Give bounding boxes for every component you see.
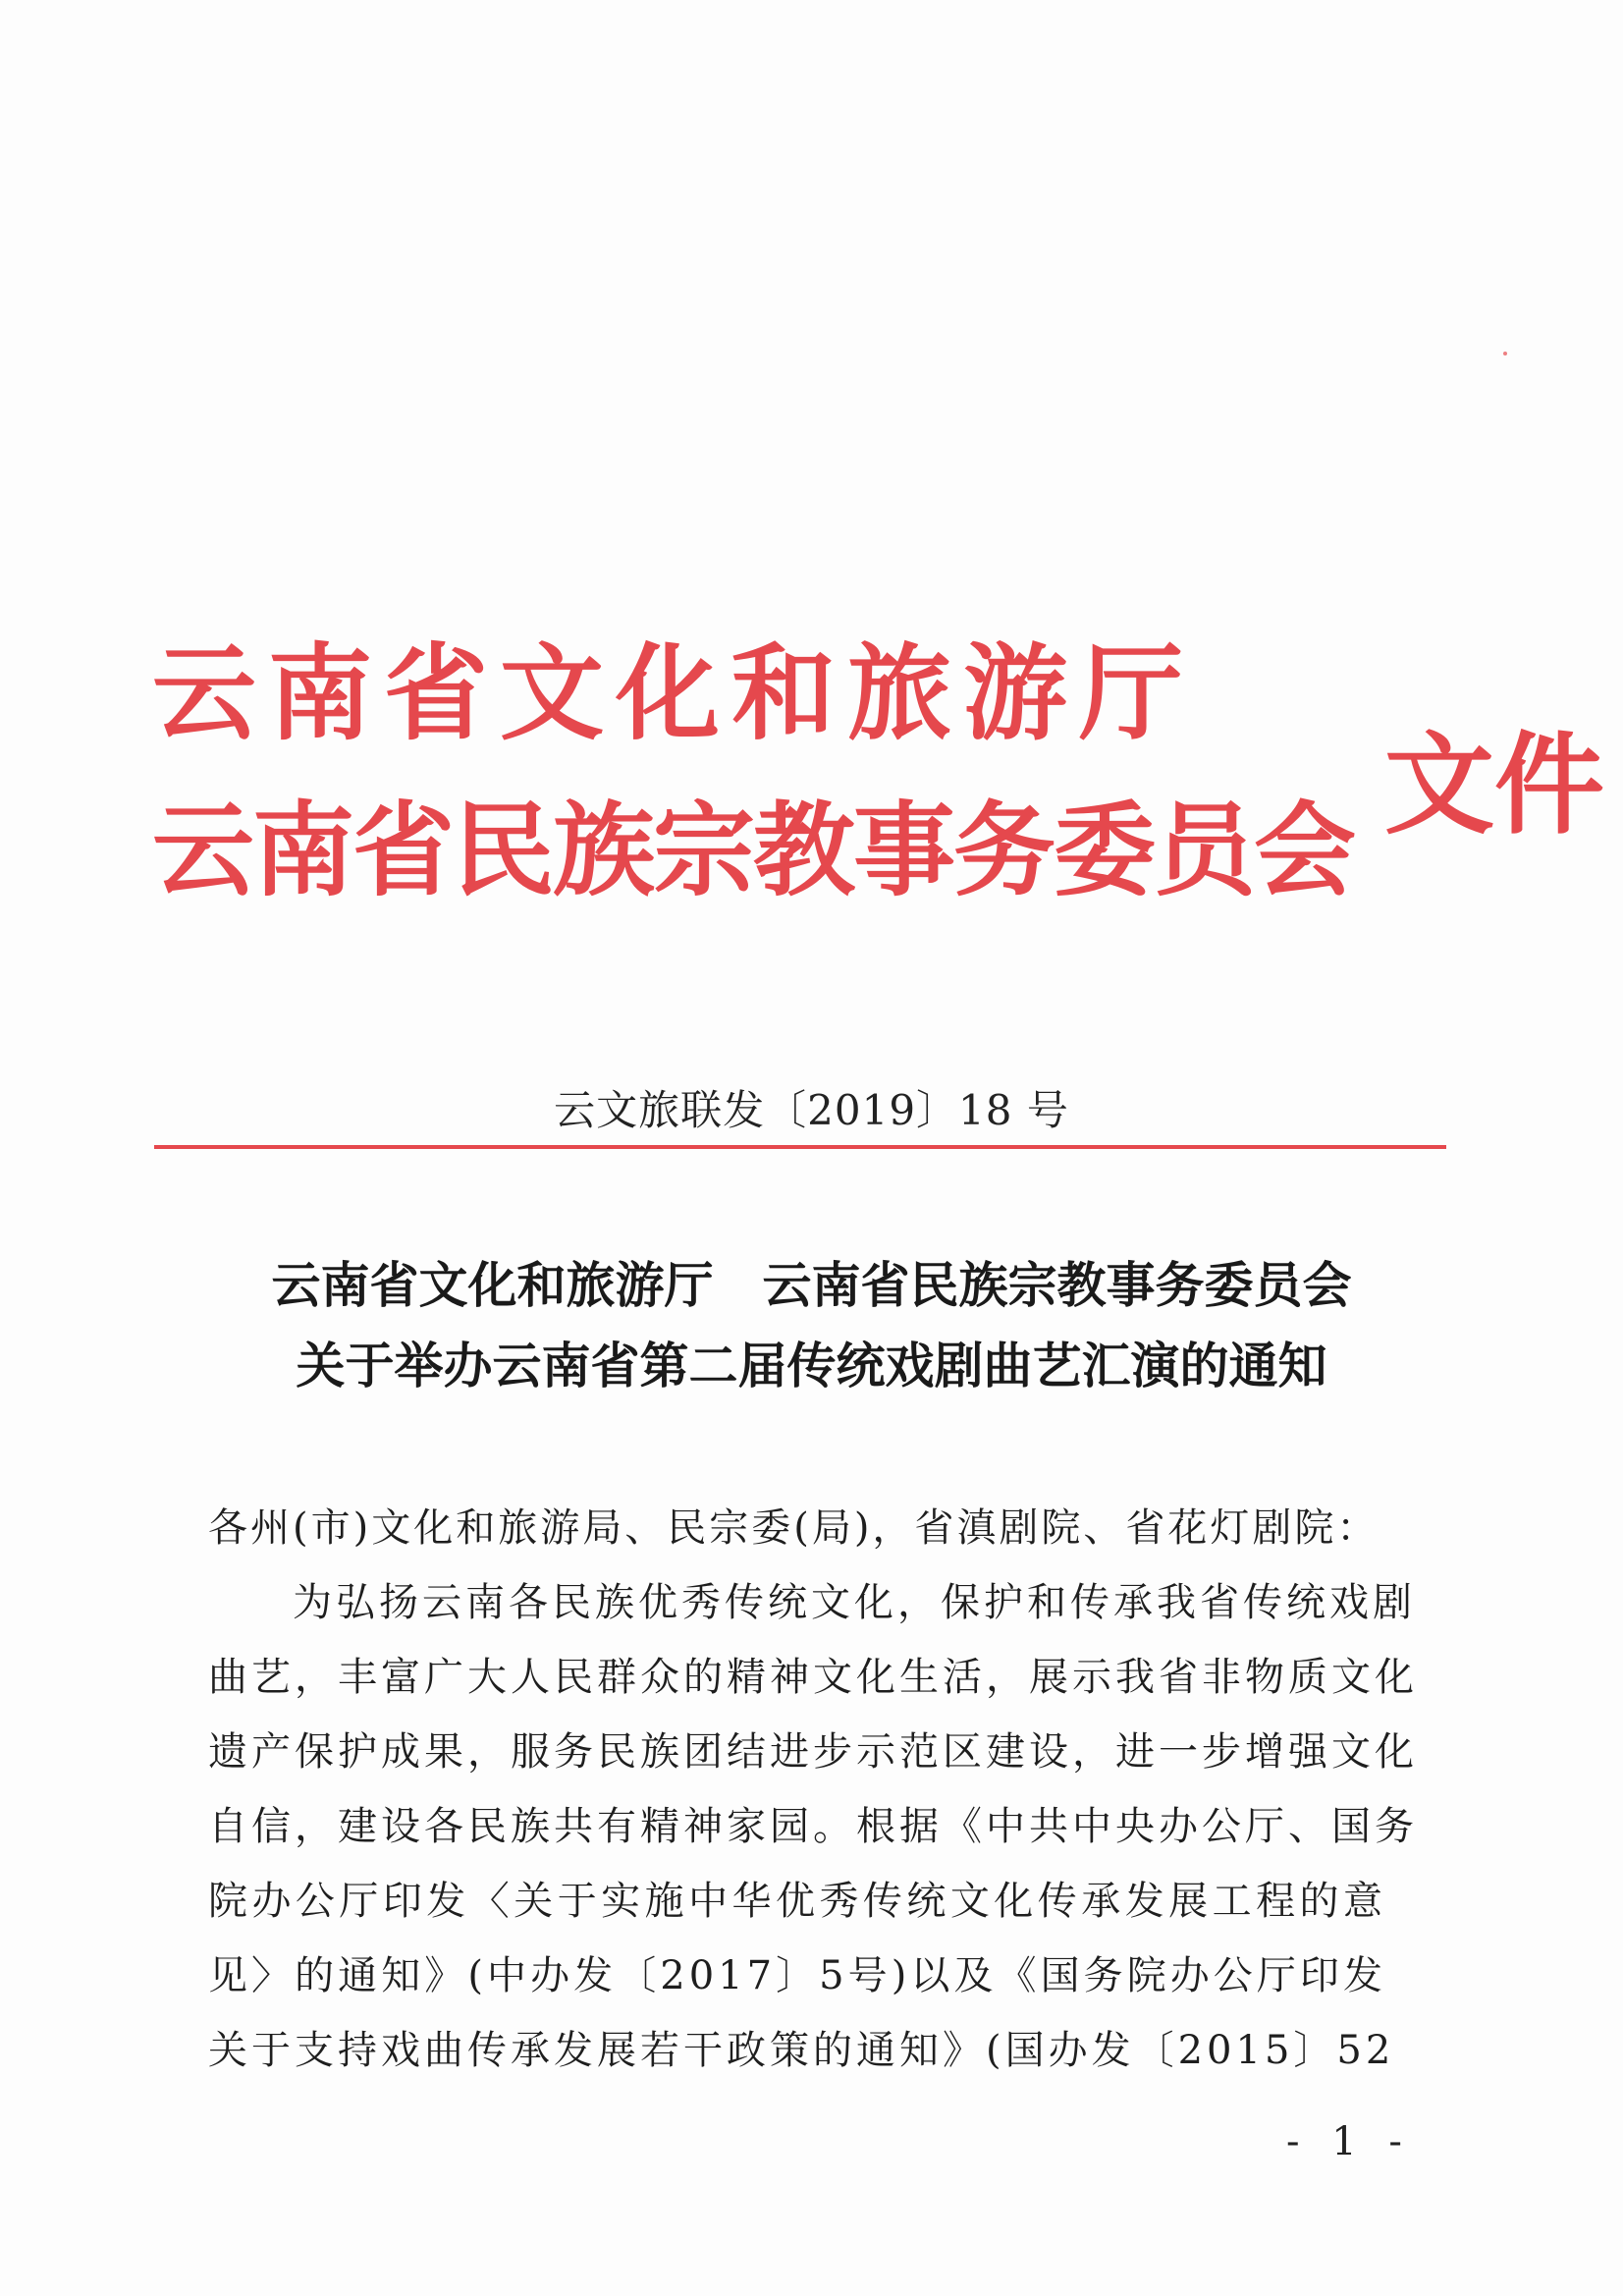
body-line: 遗产保护成果，服务民族团结进步示范区建设，进一步增强文化 <box>208 1729 1418 1775</box>
document-title-line-1: 云南省文化和旅游厅 云南省民族宗教事务委员会 <box>271 1257 1352 1314</box>
body-line: 关于支持戏曲传承发展若干政策的通知》(国办发〔2015〕52 <box>208 2028 1395 2073</box>
body-line: 见〉的通知》(中办发〔2017〕5号)以及《国务院办公厅印发 <box>208 1953 1386 1998</box>
masthead-suffix: 文件 <box>1384 722 1604 849</box>
red-masthead <box>152 599 1604 913</box>
red-divider-line <box>154 1145 1446 1149</box>
scan-speck <box>1503 352 1507 355</box>
page-number: - 1 - <box>1286 2119 1412 2164</box>
masthead-issuer-1: 云南省文化和旅游厅 <box>152 633 1195 754</box>
document-number: 云文旅联发〔2019〕18 号 <box>554 1086 1069 1134</box>
body-paragraph <box>208 1565 1418 2088</box>
body-line: 为弘扬云南各民族优秀传统文化，保护和传承我省传统戏剧 <box>293 1580 1416 1625</box>
masthead-issuer-2: 云南省民族宗教事务委员会 <box>152 791 1355 910</box>
document-body <box>208 1491 1418 2088</box>
body-line: 自信，建设各民族共有精神家园。根据《中共中央办公厅、国务 <box>208 1804 1418 1849</box>
body-line: 曲艺，丰富广大人民群众的精神文化生活，展示我省非物质文化 <box>208 1655 1418 1700</box>
salutation <box>208 1491 1386 1565</box>
document-title <box>0 1245 1623 1406</box>
salutation-text: 各州(市)文化和旅游局、民宗委(局)，省滇剧院、省花灯剧院： <box>208 1505 1380 1551</box>
document-title-line-2: 关于举办云南省第二届传统戏剧曲艺汇演的通知 <box>296 1338 1327 1394</box>
body-line: 院办公厅印发〈关于实施中华优秀传统文化传承发展工程的意 <box>208 1879 1386 1924</box>
